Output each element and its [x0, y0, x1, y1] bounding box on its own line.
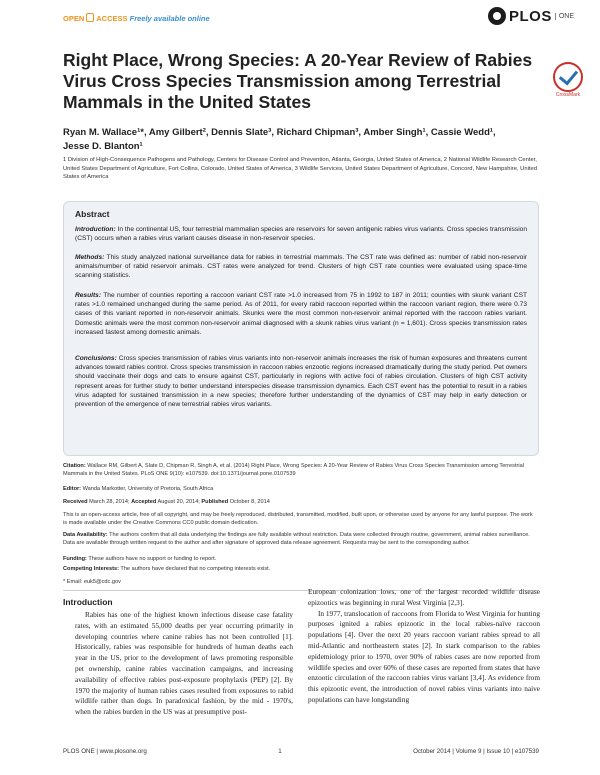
- methods-label: Methods:: [75, 254, 105, 261]
- accepted-label: Accepted: [131, 499, 157, 505]
- abstract-heading: Abstract: [75, 209, 110, 219]
- methods-text: This study analyzed national surveillance data for rabies in terrestrial mammals. The CST rate was defined as: number of rabid non-reservoir animals/number of rabid reservoir animals. CST rates were analyzed for trend. Clusters of high CST rate counties were evaluated using space-time scanning statistics.: [75, 254, 527, 280]
- citation: [63, 462, 533, 478]
- results-label: Results:: [75, 292, 102, 299]
- page-number: 1: [278, 748, 282, 755]
- crossmark-icon: [553, 62, 583, 92]
- published-date: October 8, 2014: [228, 499, 270, 505]
- plos-logo-icon: [488, 7, 506, 25]
- article-title: Right Place, Wrong Species: A 20-Year Review of Rabies Virus Cross Species Transmission among Terrestrial Mammals in the United States: [63, 50, 533, 112]
- intro-paragraph-2: In 1977, translocation of raccoons from Florida to West Virginia for hunting purposes ignited a rabies epizootic in the local rabies-naïve raccoon populations [4]. Over the next 20 years raccoon variant rabies spread to all mid-Atlantic and northeastern states [2]. In stark comparison to the rabies epidemiology prior to 1970, over 90% of rabies cases are now reported from wildlife species and over 60% of these cases are reported from states that have enzootic circulation of the raccoon rabies virus variant [3,4]. As evidence from this epizootic event, the introduction of novel rabies virus variants into naive populations can have longstanding: [308, 608, 540, 704]
- dates: [63, 498, 533, 506]
- abstract-results: [75, 291, 527, 337]
- intro-paragraph-1: Rabies has one of the highest known infectious disease case fatality rates, with an estimated 55,000 deaths per year occurring primarily in developing countries where canine rabies has not been controlled [1]. Historically, rabies was responsible for hundreds of human deaths each year in the US, prior to the development of laws promoting responsible pet ownership, canine rabies vaccination campaigns, and increasing availability of effective rabies post-exposure prophylaxis (PEP) [2]. By 1970 the majority of human rabies cases resulted from exposures to rabid wildlife rather than dogs. In paradoxical fashion, by the mid - 1970's, when the rabies burden in the US was at presumptive post-: [75, 610, 293, 717]
- authors-line-2: Jesse D. Blanton¹: [63, 141, 143, 152]
- competing-interests: [63, 565, 533, 573]
- funding-label: Funding:: [63, 556, 87, 562]
- received-label: Received: [63, 499, 88, 505]
- accepted-date: August 20, 2014;: [156, 499, 202, 505]
- editor: [63, 485, 533, 493]
- body-column-right: [308, 587, 540, 706]
- body-column-left: [75, 610, 293, 718]
- funding-text: These authors have no support or funding to report.: [86, 556, 217, 562]
- crossmark-badge[interactable]: [550, 62, 586, 98]
- availability-label: Data Availability:: [63, 532, 108, 538]
- abstract-methods: [75, 253, 527, 281]
- plos-one-label: ONE: [555, 13, 574, 20]
- results-text: The number of counties reporting a raccoon variant CST rate >1.0 increased from 75 in 1992 to 187 in 2011; counties with skunk variant CST rates >1.0 remained unchanged during the same period. As of 2011, for every rabid raccoon reported within the raccoon variant region, there were 0.73 cases of this variant reported in non-reservoir animals. Skunks were the most common non-reservoir animal reported with the raccoon rabies variant. Domestic animals were the most common non-reservoir animal diagnosed with a skunk rabies virus variant (n = 1,601). Cross species transmission rates increased fastest among domestic animals.: [75, 292, 527, 336]
- introduction-heading: Introduction: [63, 597, 113, 607]
- plos-wordmark: PLOS: [508, 7, 552, 25]
- access-label: ACCESS: [96, 14, 128, 23]
- competing-label: Competing Interests:: [63, 566, 119, 572]
- crossmark-label: CrossMark: [555, 92, 581, 98]
- conclusions-text: Cross species transmission of rabies virus variants into non-reservoir animals increases the risk of human exposures and threatens current advances toward rabies control. Cross species transmission in raccoon rabies enzootic regions increased dramatically during the study period. Pet owners should vaccinate their dogs and cats to ensure against CST, particularly in regions with active foci of rabies circulation. Clusters of high CST activity represent areas for further study to better understand interspecies disease transmission dynamics. Each CST event has the potential to result in a rabies virus adapted for sustained transmission in a new species; therefore further understanding of the dynamics of CST may help in early detection or prevention of the emergence of new terrestrial rabies virus variants.: [75, 355, 527, 409]
- editor-label: Editor:: [63, 486, 82, 492]
- open-label: OPEN: [63, 14, 85, 23]
- footer-issue: October 2014 | Volume 9 | Issue 10 | e107539: [413, 748, 539, 755]
- abstract-conclusions: [75, 354, 527, 409]
- author-list: [63, 126, 553, 154]
- open-access-badge: [63, 13, 210, 23]
- data-availability: [63, 531, 533, 547]
- journal-logo: [488, 7, 574, 25]
- conclusions-label: Conclusions:: [75, 355, 117, 362]
- introduction-text: In the continental US, four terrestrial mammalian species are reservoirs for seven antigenic rabies virus variants. Cross species transmission (CST) occurs when a rabies virus variant causes disease in non-reservoir species.: [75, 226, 527, 243]
- competing-text: The authors have declared that no competing interests exist.: [118, 566, 271, 572]
- abstract-introduction: [75, 225, 527, 243]
- citation-label: Citation:: [63, 463, 86, 469]
- editor-text: Wanda Markotter, University of Pretoria, South Africa: [81, 486, 214, 492]
- affiliations: 1 Division of High-Consequence Pathogens and Pathology, Centers for Disease Control and Prevention, Atlanta, Georgia, United States of America, 2 National Wildlife Research Center, United States Department of Agriculture, Fort Collins, Colorado, United States of America, 3 Wildlife Services, United States Department of Agriculture, Concord, New Hampshire, United States of America: [63, 157, 537, 180]
- availability-text: The authors confirm that all data underlying the findings are fully available without restriction. Data were collected through routine, government, animal rabies surveillance. Data are available through written request to the author and after signature of approved data release agreement. Requests may be sent to the corresponding author.: [63, 532, 530, 546]
- funding: [63, 555, 533, 563]
- freely-available-label: Freely available online: [129, 14, 210, 23]
- page-footer: [63, 748, 539, 755]
- received-date: March 28, 2014;: [87, 499, 132, 505]
- lock-icon: [86, 13, 94, 22]
- introduction-label: Introduction:: [75, 226, 116, 233]
- authors-line-1: Ryan M. Wallace¹*, Amy Gilbert², Dennis Slate³, Richard Chipman³, Amber Singh¹, Cassie Wedd¹,: [63, 127, 496, 138]
- license: This is an open-access article, free of all copyright, and may be freely reproduced, distributed, transmitted, modified, built upon, or otherwise used by anyone for any lawful purpose. The work is made available under the Creative Commons CC0 public domain dedication.: [63, 512, 533, 526]
- citation-text: Wallace RM, Gilbert A, Slate D, Chipman R, Singh A, et al. (2014) Right Place, Wrong Species: A 20-Year Review of Rabies Virus Cross Species Transmission among Terrestrial Mammals in the United States. PLoS ONE 9(10): e107539. doi:10.1371/journal.pone.0107539: [63, 463, 524, 477]
- published-label: Published: [201, 499, 229, 505]
- footer-journal: PLOS ONE | www.plosone.org: [63, 748, 147, 755]
- intro-paragraph-cont: European colonization lows, one of the largest recorded wildlife disease epizootics was beginning in rural West Virginia [2,3].: [308, 587, 540, 607]
- email[interactable]: * Email: euk5@cdc.gov: [63, 579, 121, 585]
